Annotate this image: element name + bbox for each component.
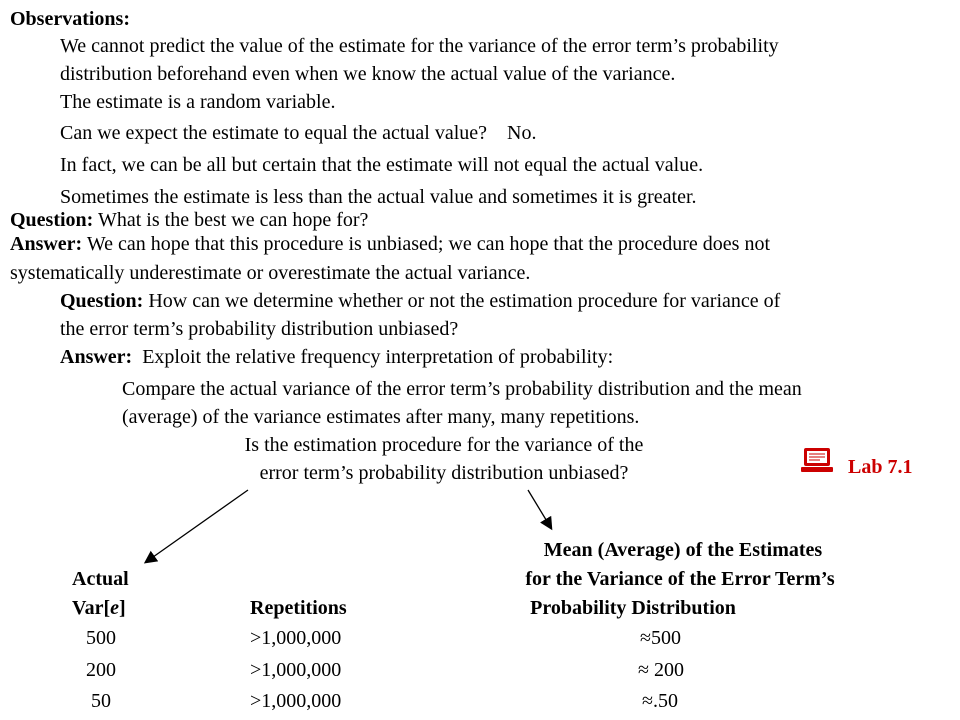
header-repetitions: Repetitions <box>250 597 347 619</box>
table-row-mean <box>640 627 681 649</box>
table-row-mean <box>638 659 684 681</box>
header-actual: Actual <box>72 568 129 590</box>
table-row-reps: >1,000,000 <box>250 627 342 649</box>
arrow-right <box>528 490 551 528</box>
approx-symbol: ≈ <box>642 690 653 712</box>
question-label: Question: <box>60 290 144 312</box>
question-label: Question: <box>10 209 94 231</box>
table-row-actual: 50 <box>91 690 111 712</box>
table-row-reps: >1,000,000 <box>250 659 342 681</box>
header-var <box>72 597 126 619</box>
answer-label: Answer: <box>60 346 133 368</box>
header-var-e: e <box>110 597 120 619</box>
header-var-post: ] <box>119 597 126 619</box>
answer-text: Exploit the relative frequency interpretation of probability: <box>132 346 614 368</box>
question-2-line-2: the error term’s probability distribution unbiased? <box>60 318 459 340</box>
table-row-actual: 500 <box>86 627 116 649</box>
observation-line: Can we expect the estimate to equal the actual value? No. <box>60 122 537 144</box>
observation-line: We cannot predict the value of the estimate for the variance of the error term’s probability <box>60 35 779 57</box>
arrow-left <box>146 490 248 562</box>
center-question-line: Is the estimation procedure for the variance of the <box>244 434 644 456</box>
compare-line: (average) of the variance estimates after many, many repetitions. <box>122 406 640 428</box>
approx-symbol: ≈ <box>638 659 649 681</box>
answer-text: We can hope that this procedure is unbiased; we can hope that the procedure does not <box>82 233 771 255</box>
answer-1-line-2: systematically underestimate or overestimate the actual variance. <box>10 262 531 284</box>
question-text: What is the best we can hope for? <box>93 209 369 231</box>
header-mean-line-3: Probability Distribution <box>530 597 736 619</box>
observations-heading: Observations: <box>10 8 130 30</box>
table-row-actual: 200 <box>86 659 116 681</box>
compare-line: Compare the actual variance of the error term’s probability distribution and the mean <box>122 378 802 400</box>
header-mean-line-1: Mean (Average) of the Estimates <box>543 539 823 561</box>
table-row-mean <box>642 690 678 712</box>
observation-line: Sometimes the estimate is less than the actual value and sometimes it is greater. <box>60 186 697 208</box>
observation-line: In fact, we can be all but certain that the estimate will not equal the actual value. <box>60 154 704 176</box>
header-var-pre: Var[ <box>72 597 111 619</box>
lab-link[interactable]: Lab 7.1 <box>848 456 913 478</box>
answer-label: Answer: <box>10 233 83 255</box>
mean-value: .50 <box>652 690 678 712</box>
observation-line: distribution beforehand even when we know the actual value of the variance. <box>60 63 676 85</box>
table-row-reps: >1,000,000 <box>250 690 342 712</box>
mean-value: 500 <box>650 627 681 649</box>
mean-value: 200 <box>648 659 684 681</box>
header-mean-line-2: for the Variance of the Error Term’s <box>525 568 835 590</box>
observation-line: The estimate is a random variable. <box>60 91 336 113</box>
approx-symbol: ≈ <box>640 627 651 649</box>
question-text: How can we determine whether or not the estimation procedure for variance of <box>143 290 781 312</box>
center-question-line: error term’s probability distribution unbiased? <box>259 462 629 484</box>
